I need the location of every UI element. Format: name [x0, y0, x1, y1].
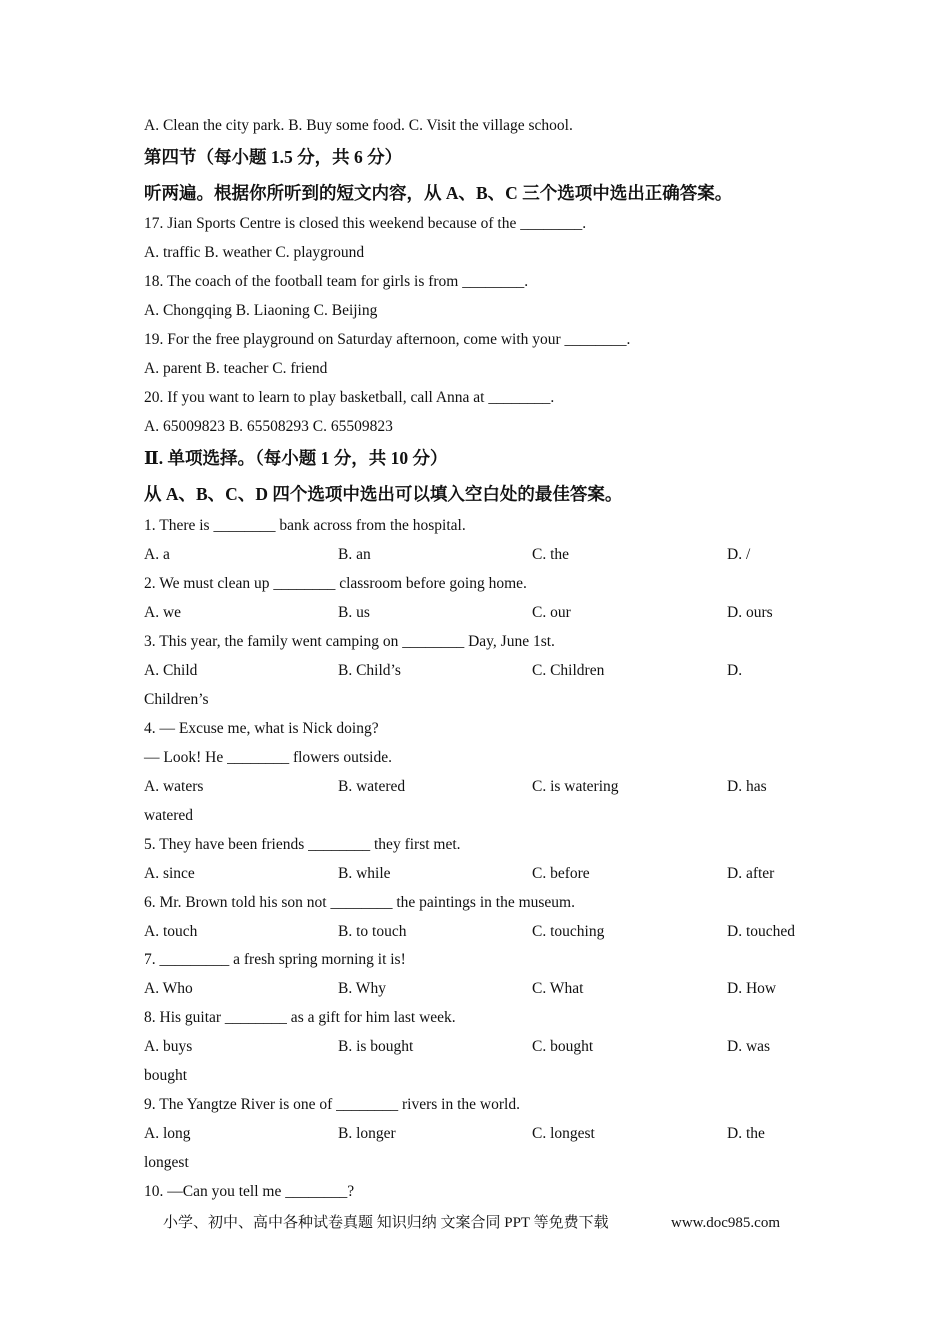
q4-text-line2: — Look! He ________ flowers outside. [144, 749, 392, 766]
q4-options [144, 777, 824, 797]
part2-title: Ⅱ. 单项选择。（每小题 1 分，共 10 分） [144, 448, 448, 468]
option-d: D. touched [727, 923, 796, 940]
option-a: A. we [144, 604, 182, 621]
option-b: B. an [338, 546, 371, 563]
option-c: C. before [532, 865, 590, 882]
option-a: A. Child [144, 662, 198, 679]
section4-title: 第四节（每小题 1.5 分，共 6 分） [144, 147, 403, 167]
q19-text: 19. For the free playground on Saturday afternoon, come with your ________. [144, 331, 631, 348]
option-d: D. How [727, 980, 777, 997]
q10-text: 10. —Can you tell me ________? [144, 1183, 355, 1200]
option-d: D. / [727, 546, 751, 563]
q16-options: A. Clean the city park. B. Buy some food. C. Visit the village school. [144, 117, 573, 134]
q1-text: 1. There is ________ bank across from the hospital. [144, 517, 466, 534]
option-b: B. watered [338, 778, 406, 795]
q3-text: 3. This year, the family went camping on ________ Day, June 1st. [144, 633, 555, 650]
option-b: B. longer [338, 1125, 396, 1142]
option-b: B. Why [338, 980, 386, 997]
section4-instruction: 听两遍。根据你所听到的短文内容，从 A、B、C 三个选项中选出正确答案。 [144, 183, 733, 203]
option-c: C. bought [532, 1038, 594, 1055]
q3-option-d-wrap: Children’s [144, 691, 209, 708]
q8-text: 8. His guitar ________ as a gift for him last week. [144, 1009, 456, 1026]
q2-text: 2. We must clean up ________ classroom before going home. [144, 575, 527, 592]
option-c: C. is watering [532, 778, 619, 795]
option-a: A. buys [144, 1038, 193, 1055]
q6-text: 6. Mr. Brown told his son not ________ the paintings in the museum. [144, 894, 575, 911]
option-b: B. while [338, 865, 391, 882]
q7-text: 7. _________ a fresh spring morning it is! [144, 951, 406, 968]
option-c: C. our [532, 604, 571, 621]
option-c: C. Children [532, 662, 605, 679]
option-c: C. What [532, 980, 584, 997]
q1-options [144, 545, 824, 565]
q4-text: 4. — Excuse me, what is Nick doing? [144, 720, 379, 737]
q9-text: 9. The Yangtze River is one of ________ rivers in the world. [144, 1096, 520, 1113]
q8-options [144, 1037, 824, 1057]
q3-options [144, 661, 824, 681]
q2-options [144, 603, 824, 623]
q20-text: 20. If you want to learn to play basketball, call Anna at ________. [144, 389, 555, 406]
option-d: D. the [727, 1125, 765, 1142]
option-a: A. a [144, 546, 170, 563]
option-b: B. to touch [338, 923, 407, 940]
option-c: C. the [532, 546, 570, 563]
option-c: C. touching [532, 923, 605, 940]
q18-options: A. Chongqing B. Liaoning C. Beijing [144, 302, 378, 319]
q18-text: 18. The coach of the football team for girls is from ________. [144, 273, 529, 290]
option-b: B. Child’s [338, 662, 401, 679]
part2-instruction: 从 A、B、C、D 四个选项中选出可以填入空白处的最佳答案。 [144, 484, 623, 504]
q17-text: 17. Jian Sports Centre is closed this weekend because of the ________. [144, 215, 587, 232]
q6-options [144, 922, 824, 942]
footer-promo-text: 小学、初中、高中各种试卷真题 知识归纳 文案合同 PPT 等免费下载 [163, 1215, 609, 1231]
option-d: D. has [727, 778, 767, 795]
q19-options: A. parent B. teacher C. friend [144, 360, 328, 377]
option-a: A. touch [144, 923, 198, 940]
q17-options: A. traffic B. weather C. playground [144, 244, 365, 261]
q9-options [144, 1124, 824, 1144]
option-a: A. Who [144, 980, 193, 997]
option-b: B. us [338, 604, 370, 621]
option-a: A. waters [144, 778, 204, 795]
option-d: D. was [727, 1038, 771, 1055]
q9-option-d-wrap: longest [144, 1154, 189, 1171]
q4-option-d-wrap: watered [144, 807, 194, 824]
option-d: D. [727, 662, 743, 679]
option-c: C. longest [532, 1125, 595, 1142]
option-d: D. after [727, 865, 775, 882]
q5-options [144, 864, 824, 884]
q7-options [144, 979, 824, 999]
q8-option-d-wrap: bought [144, 1067, 188, 1084]
option-a: A. since [144, 865, 195, 882]
option-b: B. is bought [338, 1038, 414, 1055]
footer-website-link[interactable]: www.doc985.com [671, 1215, 781, 1231]
option-d: D. ours [727, 604, 773, 621]
q20-options: A. 65009823 B. 65508293 C. 65509823 [144, 418, 393, 435]
q5-text: 5. They have been friends ________ they first met. [144, 836, 461, 853]
option-a: A. long [144, 1125, 191, 1142]
